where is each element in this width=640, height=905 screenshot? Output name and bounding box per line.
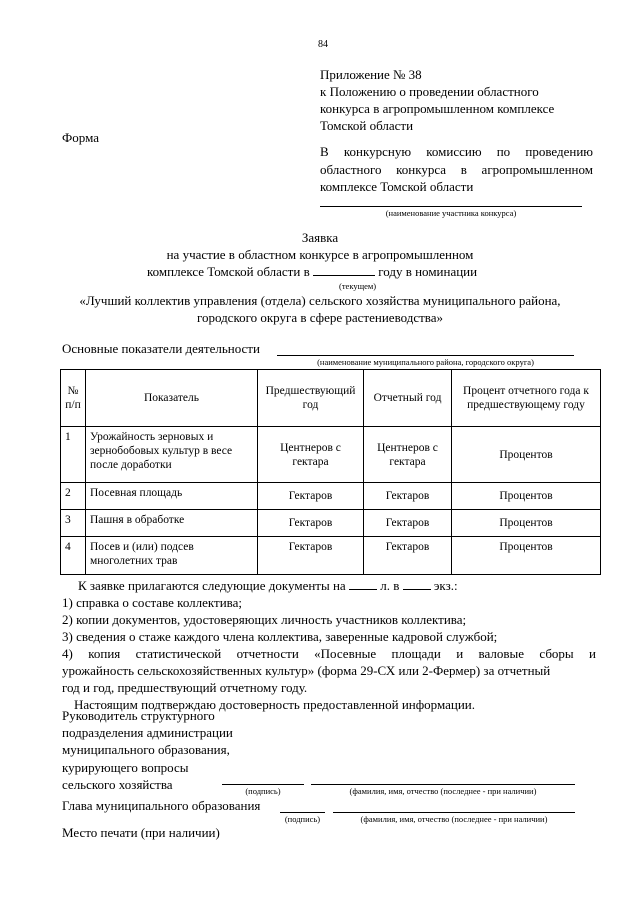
row-previous: Гектаров	[258, 483, 364, 510]
row-percent: Процентов	[452, 537, 601, 575]
documents-section	[62, 577, 596, 713]
head-title-line: Руководитель структурного	[62, 708, 215, 723]
document-item: год и год, предшествующий отчетному году.	[62, 680, 308, 695]
name-caption: (фамилия, имя, отчество (последнее - при наличии)	[360, 814, 548, 824]
commission-line: комплексе Томской области	[320, 179, 474, 194]
row-indicator: Пашня в обработке	[86, 510, 258, 537]
row-num: 3	[61, 510, 86, 537]
row-reporting: Гектаров	[364, 483, 452, 510]
name-caption: (фамилия, имя, отчество (последнее - при наличии)	[349, 786, 537, 796]
year-caption: (текущем)	[339, 281, 377, 291]
row-percent: Процентов	[452, 483, 601, 510]
row-indicator: Урожайность зерновых и зернобобовых культур в весе после доработки	[86, 427, 258, 483]
year-field[interactable]	[313, 264, 375, 276]
head-title-line: муниципального образования,	[62, 742, 230, 758]
row-num: 2	[61, 483, 86, 510]
documents-text: экз.:	[433, 578, 458, 593]
document-item: 1) справка о составе коллектива;	[62, 595, 243, 610]
documents-intro	[62, 577, 596, 594]
signature-caption: (подпись)	[284, 814, 321, 824]
participant-name-field[interactable]	[320, 206, 582, 207]
row-previous: Гектаров	[258, 510, 364, 537]
row-previous: Гектаров	[258, 537, 364, 575]
documents-text: л. в	[380, 578, 400, 593]
copies-count-field[interactable]	[403, 578, 431, 590]
head-title-line: подразделения администрации	[62, 725, 233, 741]
header-num: № п/п	[61, 370, 86, 427]
seal-label: Место печати (при наличии)	[62, 825, 220, 840]
row-reporting: Гектаров	[364, 510, 452, 537]
head-signature-field[interactable]	[222, 784, 304, 785]
municipal-head-signature-field[interactable]	[280, 812, 325, 813]
row-num: 1	[61, 427, 86, 483]
table-header-row	[61, 370, 601, 427]
department-head-block	[62, 707, 233, 793]
appendix-line: к Положению о проведении областного	[320, 84, 539, 99]
head-title-line: курирующего вопросы	[62, 759, 189, 775]
row-num: 4	[61, 537, 86, 575]
confirmation-text: Настоящим подтверждаю достоверность предоставленной информации.	[74, 697, 476, 712]
sheets-count-field[interactable]	[349, 578, 377, 590]
appendix-line: Приложение № 38	[320, 67, 422, 82]
row-reporting: Центнеров с гектара	[364, 427, 452, 483]
appendix-line: Томской области	[320, 118, 414, 133]
head-name-field[interactable]	[311, 784, 575, 785]
header-percent: Процент отчетного года к предшествующему году	[452, 370, 601, 427]
application-title: Заявка	[301, 230, 339, 245]
table-row	[61, 537, 601, 575]
document-item: 4) копия статистической отчетности «Посевные площади и валовые сборы и	[62, 646, 596, 661]
appendix-header	[320, 66, 554, 134]
documents-text: К заявке прилагаются следующие документы на	[78, 578, 346, 593]
municipality-name-field[interactable]	[277, 355, 574, 356]
document-item: 2) копии документов, удостоверяющих личность участников коллектива;	[62, 612, 467, 627]
nomination-line: городского округа в сфере растениеводства»	[196, 310, 444, 325]
table-row	[61, 427, 601, 483]
table-row	[61, 510, 601, 537]
document-item: урожайность сельскохозяйственных культур» (форма 29-СХ или 2-Фермер) за отчетный	[62, 663, 551, 678]
municipality-caption: (наименование муниципального района, городского округа)	[317, 357, 534, 367]
application-text: комплексе Томской области в	[147, 264, 310, 279]
commission-line: В конкурсную комиссию по проведению	[320, 144, 593, 159]
municipal-head-name-field[interactable]	[333, 812, 575, 813]
row-indicator: Посевная площадь	[86, 483, 258, 510]
municipal-head-label: Глава муниципального образования	[62, 798, 261, 813]
row-percent: Процентов	[452, 510, 601, 537]
commission-line: областного конкурса в агропромышленном	[320, 161, 593, 177]
indicators-table	[60, 369, 601, 575]
page-number: 84	[318, 39, 328, 50]
commission-address	[320, 143, 593, 196]
application-line: на участие в областном конкурсе в агропромышленном	[166, 247, 474, 262]
table-row	[61, 483, 601, 510]
header-indicator: Показатель	[86, 370, 258, 427]
appendix-line: конкурса в агропромышленном комплексе	[320, 101, 555, 116]
application-text: году в номинации	[378, 264, 478, 279]
application-line	[147, 264, 477, 280]
row-reporting: Гектаров	[364, 537, 452, 575]
nomination-line: «Лучший коллектив управления (отдела) сельского хозяйства муниципального района,	[79, 293, 561, 308]
row-percent: Процентов	[452, 427, 601, 483]
participant-caption: (наименование участника конкурса)	[385, 208, 517, 218]
signature-caption: (подпись)	[245, 786, 281, 796]
document-item: 3) сведения о стаже каждого члена коллектива, заверенные кадровой службой;	[62, 629, 498, 644]
head-title-line: сельского хозяйства	[62, 776, 173, 792]
header-previous-year: Предшествующий год	[258, 370, 364, 427]
row-indicator: Посев и (или) подсев многолетних трав	[86, 537, 258, 575]
indicators-label: Основные показатели деятельности	[62, 341, 260, 356]
header-reporting-year: Отчетный год	[364, 370, 452, 427]
row-previous: Центнеров с гектара	[258, 427, 364, 483]
form-label: Форма	[62, 130, 99, 145]
